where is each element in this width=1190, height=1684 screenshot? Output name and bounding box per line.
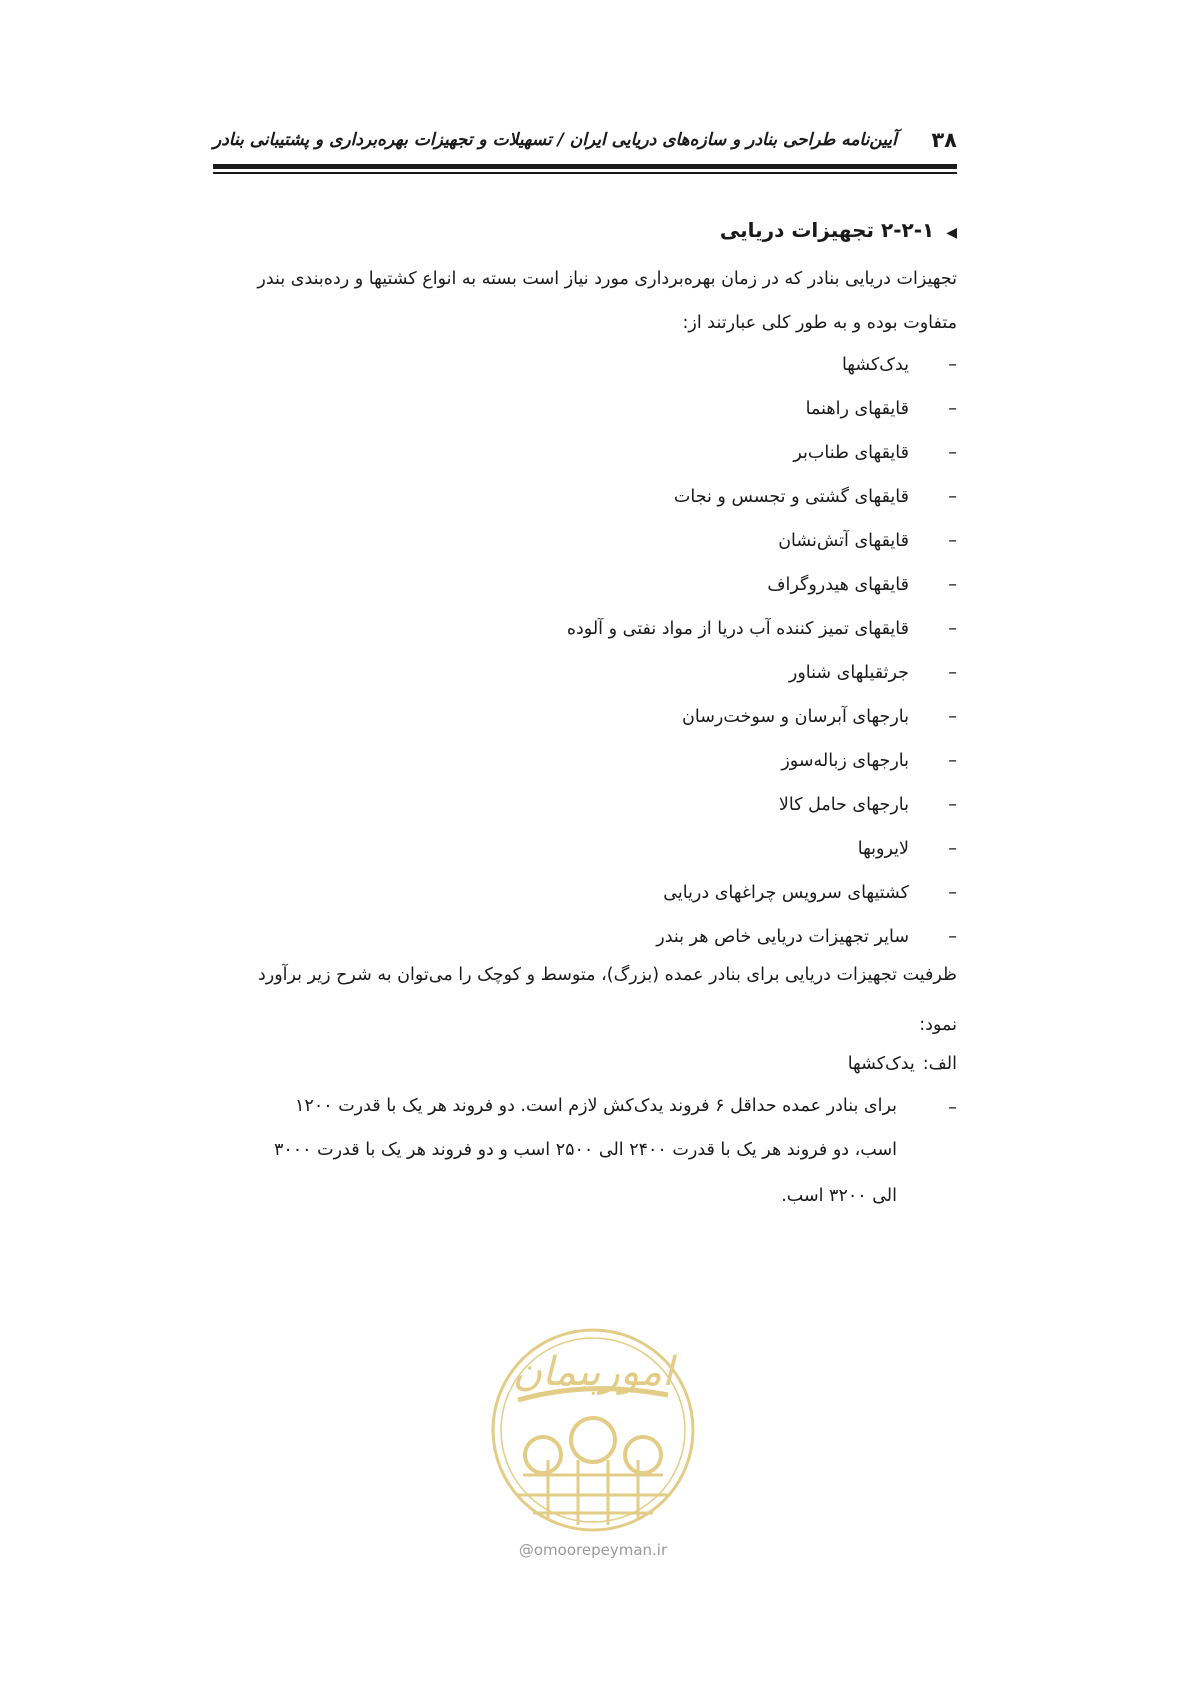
running-title: آیین‌نامه طراحی بنادر و سازه‌های دریایی ایران / تسهیلات و تجهیزات بهره‌برداری و پشتیبانی بنادر — [213, 130, 897, 150]
intro-line-2: متفاوت بوده و به طور کلی عبارتند از: — [682, 313, 957, 333]
section-heading — [720, 218, 957, 242]
list-item-text: قایقهای آتش‌نشان — [778, 531, 909, 551]
list-item — [567, 790, 957, 834]
dash-bullet: – — [948, 575, 957, 595]
list-item — [567, 570, 957, 614]
dash-bullet: – — [948, 751, 957, 771]
watermark-seal-icon — [488, 1325, 698, 1535]
tugboat-line-3: الی ۳۲۰۰ اسب. — [781, 1186, 897, 1206]
dash-bullet: – — [948, 531, 957, 551]
list-item — [567, 702, 957, 746]
header-rule-thick — [213, 164, 957, 169]
list-item — [567, 394, 957, 438]
sub-item-heading — [848, 1054, 957, 1074]
list-item — [567, 658, 957, 702]
dash-bullet: – — [948, 355, 957, 375]
sub-item-title: یدک‌کشها — [847, 1054, 915, 1074]
capacity-line-1: ظرفیت تجهیزات دریایی برای بنادر عمده (بزرگ)، متوسط و کوچک را می‌توان به شرح زیر برآورد — [257, 965, 957, 985]
dash-bullet: – — [948, 487, 957, 507]
list-item — [567, 834, 957, 878]
section-heading-text: ۲-۲-۱ تجهیزات دریایی — [719, 218, 935, 242]
tugboat-line-2: اسب، دو فروند هر یک با قدرت ۲۴۰۰ الی ۲۵۰۰ اسب و دو فروند هر یک با قدرت ۳۰۰۰ — [273, 1140, 897, 1160]
dash-bullet: – — [948, 883, 957, 903]
triangle-left-icon: ◀ — [946, 225, 957, 241]
watermark-url: @omoorepeyman.ir — [518, 1541, 668, 1559]
dash-bullet: – — [948, 619, 957, 639]
tugboat-line-1: برای بنادر عمده حداقل ۶ فروند یدک‌کش لازم است. دو فروند هر یک با قدرت ۱۲۰۰ — [295, 1096, 897, 1116]
page-number: ۳۸ — [931, 128, 957, 152]
list-item-text: کشتیهای سرویس چراغهای دریایی — [663, 883, 909, 903]
dash-bullet: – — [948, 443, 957, 463]
list-item — [567, 878, 957, 922]
list-item-text: قایقهای گشتی و تجسس و نجات — [673, 487, 909, 507]
list-item — [567, 350, 957, 394]
dash-bullet: – — [948, 839, 957, 859]
dash-bullet: – — [948, 707, 957, 727]
list-item — [567, 614, 957, 658]
dash-bullet: – — [948, 1098, 957, 1118]
list-item-text: جرثقیلهای شناور — [788, 663, 909, 683]
dash-bullet: – — [948, 663, 957, 683]
watermark-logo-text: امورپیمان — [512, 1349, 674, 1395]
dash-bullet: – — [948, 399, 957, 419]
list-item-text: بارجهای حامل کالا — [778, 795, 909, 815]
list-item-text: قایقهای راهنما — [805, 399, 909, 419]
list-item — [567, 438, 957, 482]
sub-item-label: الف: — [922, 1054, 957, 1074]
page-header — [213, 126, 957, 158]
dash-bullet: – — [948, 795, 957, 815]
list-item-text: سایر تجهیزات دریایی خاص هر بندر — [656, 927, 909, 947]
dash-bullet: – — [948, 927, 957, 947]
list-item-text: قایقهای هیدروگراف — [767, 575, 909, 595]
list-item — [567, 746, 957, 790]
header-rule-thin — [213, 172, 957, 174]
list-item-text: یدک‌کشها — [841, 355, 909, 375]
list-item — [567, 526, 957, 570]
list-item — [567, 482, 957, 526]
watermark — [488, 1325, 698, 1565]
list-item-text: لایروبها — [857, 839, 909, 859]
intro-line-1: تجهیزات دریایی بنادر که در زمان بهره‌برداری مورد نیاز است بسته به انواع کشتیها و رده‌بندی بندر — [257, 269, 957, 289]
equipment-list — [567, 350, 957, 966]
capacity-line-2: نمود: — [919, 1015, 957, 1035]
list-item-text: بارجهای زباله‌سوز — [781, 751, 909, 771]
list-item-text: بارجهای آبرسان و سوخت‌رسان — [682, 707, 909, 727]
list-item-text: قایقهای تمیز کننده آب دریا از مواد نفتی و آلوده — [566, 619, 909, 639]
list-item-text: قایقهای طناب‌بر — [793, 443, 909, 463]
